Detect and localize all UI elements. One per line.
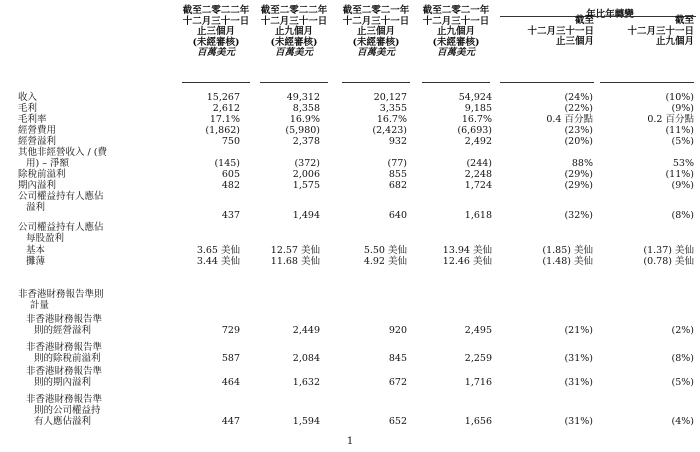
cell: (8%): [671, 210, 694, 221]
cell: (244): [466, 158, 492, 169]
cell: 1,494: [292, 210, 320, 221]
cell: 3.65 美仙: [196, 245, 240, 256]
cell: (29%): [564, 169, 593, 180]
cell: (372): [294, 158, 320, 169]
cell: 3,355: [379, 103, 407, 114]
cell: 729: [221, 325, 240, 336]
cell: (8%): [671, 353, 694, 364]
cell: 53%: [672, 158, 694, 169]
cell: (1.85) 美仙: [542, 245, 593, 256]
cell: 1,618: [464, 210, 492, 221]
col-header-line: (未經審核): [432, 36, 480, 48]
cell: 1,594: [292, 416, 320, 427]
cell: (24%): [564, 92, 593, 103]
row-label-cont: 用) – 淨額: [26, 158, 69, 169]
cell: (5,980): [285, 125, 320, 136]
cell: 5.50 美仙: [363, 245, 407, 256]
page-number: 1: [346, 436, 354, 447]
col-header-yoy-9m: [598, 16, 694, 48]
cell: 1,724: [464, 180, 492, 191]
col-header-q3-2022: [180, 6, 252, 59]
row-label-cont: 每股盈利: [26, 233, 65, 244]
cell: (21%): [564, 325, 593, 336]
cell: (9%): [671, 180, 694, 191]
col-header-line: 截至: [674, 15, 694, 26]
cell: 1,632: [292, 377, 320, 388]
col-header-line: 十二月三十一日: [342, 15, 410, 27]
cell: 605: [221, 169, 240, 180]
cell: 640: [388, 210, 407, 221]
header-rule: [500, 82, 594, 83]
cell: (5%): [671, 136, 694, 147]
cell: (31%): [564, 416, 593, 427]
row-label-cont: 有人應佔溢利: [34, 416, 92, 427]
col-header-9m-2022: [258, 6, 330, 59]
section-label: 非香港財務報告準則: [18, 289, 104, 300]
row-label: 基本: [26, 245, 46, 256]
cell: 932: [388, 136, 407, 147]
cell: 88%: [571, 158, 593, 169]
cell: 0.2 百分點: [647, 114, 694, 125]
col-header-line: 截至二零二二年: [260, 5, 328, 16]
cell: 447: [221, 416, 240, 427]
cell: 750: [221, 136, 240, 147]
cell: 4.92 美仙: [363, 256, 407, 267]
cell: 9,185: [464, 103, 492, 114]
cell: (1,862): [205, 125, 240, 136]
cell: 17.1%: [209, 114, 240, 125]
cell: 11.68 美仙: [270, 256, 320, 267]
cell: (5%): [671, 377, 694, 388]
col-header-line: 止三個月: [356, 26, 395, 37]
col-header-line: 止九個月: [655, 36, 694, 47]
header-rule: [422, 82, 490, 83]
cell: 2,259: [464, 353, 492, 364]
section-label-cont: 計量: [30, 300, 50, 311]
cell: 16.7%: [461, 114, 492, 125]
col-header-line: (未經審核): [352, 36, 400, 48]
cell: 2,248: [464, 169, 492, 180]
cell: (10%): [665, 92, 694, 103]
cell: (145): [214, 158, 240, 169]
col-header-line: (未經審核): [270, 36, 318, 48]
cell: (23%): [564, 125, 593, 136]
cell: (1.37) 美仙: [643, 245, 694, 256]
col-header-line: 止三個月: [196, 26, 235, 37]
cell: 1,656: [464, 416, 492, 427]
row-label: 非香港財務報告準: [26, 314, 103, 325]
col-header-line: 十二月三十一日: [182, 15, 250, 27]
cell: 482: [221, 180, 240, 191]
cell: (11%): [665, 125, 694, 136]
cell: 587: [221, 353, 240, 364]
col-header-q3-2021: [340, 6, 412, 59]
row-label: 毛利: [18, 103, 38, 114]
cell: 2,449: [292, 325, 320, 336]
cell: 16.7%: [376, 114, 407, 125]
col-header-line: (未經審核): [192, 36, 240, 48]
row-label: 經營費用: [18, 125, 57, 136]
cell: 1,716: [464, 377, 492, 388]
col-header-line: 止三個月: [555, 36, 594, 47]
cell: (29%): [564, 180, 593, 191]
col-header-unit: 百萬美元: [436, 47, 475, 58]
row-label: 非香港財務報告準: [26, 394, 103, 405]
col-header-line: 截至二零二二年: [182, 5, 250, 16]
row-label-cont: 則的公司權益持: [34, 405, 101, 416]
col-header-line: 止九個月: [274, 26, 313, 37]
cell: 13.94 美仙: [442, 245, 492, 256]
col-header-line: 截至二零二一年: [342, 5, 410, 16]
row-label-cont: 則的經營溢利: [34, 325, 92, 336]
cell: (32%): [564, 210, 593, 221]
col-header-line: 十二月三十一日: [260, 15, 328, 27]
col-header-line: 十二月三十一日: [527, 25, 594, 37]
row-label: 公司權益持有人應佔: [18, 191, 104, 202]
cell: (2%): [671, 325, 694, 336]
cell: 464: [221, 377, 240, 388]
cell: (20%): [564, 136, 593, 147]
row-label: 期內溢利: [18, 180, 57, 191]
col-header-yoy-3m: [498, 16, 594, 48]
row-label: 毛利率: [18, 114, 47, 125]
header-rule: [182, 82, 250, 83]
col-header-line: 十二月三十一日: [422, 15, 490, 27]
col-header-line: 止九個月: [436, 26, 475, 37]
cell: 672: [388, 377, 407, 388]
row-label-cont: 溢利: [26, 202, 46, 213]
cell: 0.4 百分點: [546, 114, 593, 125]
cell: 855: [388, 169, 407, 180]
cell: 8,358: [292, 103, 320, 114]
cell: (77): [387, 158, 407, 169]
col-header-unit: 百萬美元: [274, 47, 313, 58]
col-header-unit: 百萬美元: [356, 47, 395, 58]
cell: (31%): [564, 377, 593, 388]
col-header-line: 截至: [574, 15, 594, 26]
col-header-unit: 百萬美元: [196, 47, 235, 58]
cell: 16.9%: [289, 114, 320, 125]
cell: 2,006: [292, 169, 320, 180]
cell: (0.78) 美仙: [643, 256, 694, 267]
cell: 1,575: [292, 180, 320, 191]
row-label: 非香港財務報告準: [26, 342, 103, 353]
cell: (4%): [671, 416, 694, 427]
cell: 49,312: [286, 92, 320, 103]
header-rule: [600, 82, 694, 83]
cell: (6,693): [457, 125, 492, 136]
cell: 12.57 美仙: [270, 245, 320, 256]
col-header-line: 截至二零二一年: [422, 5, 490, 16]
header-rule: [260, 82, 328, 83]
row-label: 非香港財務報告準: [26, 366, 103, 377]
cell: 15,267: [206, 92, 240, 103]
cell: (1.48) 美仙: [542, 256, 593, 267]
cell: (22%): [564, 103, 593, 114]
header-rule: [342, 82, 410, 83]
cell: 652: [388, 416, 407, 427]
row-label: 除稅前溢利: [18, 169, 66, 180]
row-label: 收入: [18, 92, 38, 103]
cell: 920: [388, 325, 407, 336]
cell: 2,612: [212, 103, 240, 114]
cell: 2,084: [292, 353, 320, 364]
cell: 54,924: [458, 92, 492, 103]
cell: 2,495: [464, 325, 492, 336]
row-label: 經營溢利: [18, 136, 57, 147]
cell: (9%): [671, 103, 694, 114]
row-label: 攤薄: [26, 256, 46, 267]
col-header-line: 十二月三十一日: [627, 25, 694, 37]
cell: 2,378: [292, 136, 320, 147]
cell: 437: [221, 210, 240, 221]
cell: 12.46 美仙: [442, 256, 492, 267]
cell: (11%): [665, 169, 694, 180]
cell: 845: [388, 353, 407, 364]
row-label: 其他非經營收入 / (費: [18, 147, 107, 158]
cell: (31%): [564, 353, 593, 364]
row-label: 公司權益持有人應佔: [18, 222, 104, 233]
row-label-cont: 則的除稅前溢利: [34, 353, 101, 364]
cell: 20,127: [373, 92, 407, 103]
cell: 2,492: [464, 136, 492, 147]
cell: 682: [388, 180, 407, 191]
cell: 3.44 美仙: [196, 256, 240, 267]
yoy-title: 年比年轉變: [586, 9, 634, 20]
col-header-9m-2021: [420, 6, 492, 59]
cell: (2,423): [372, 125, 407, 136]
row-label-cont: 則的期內溢利: [34, 377, 92, 388]
